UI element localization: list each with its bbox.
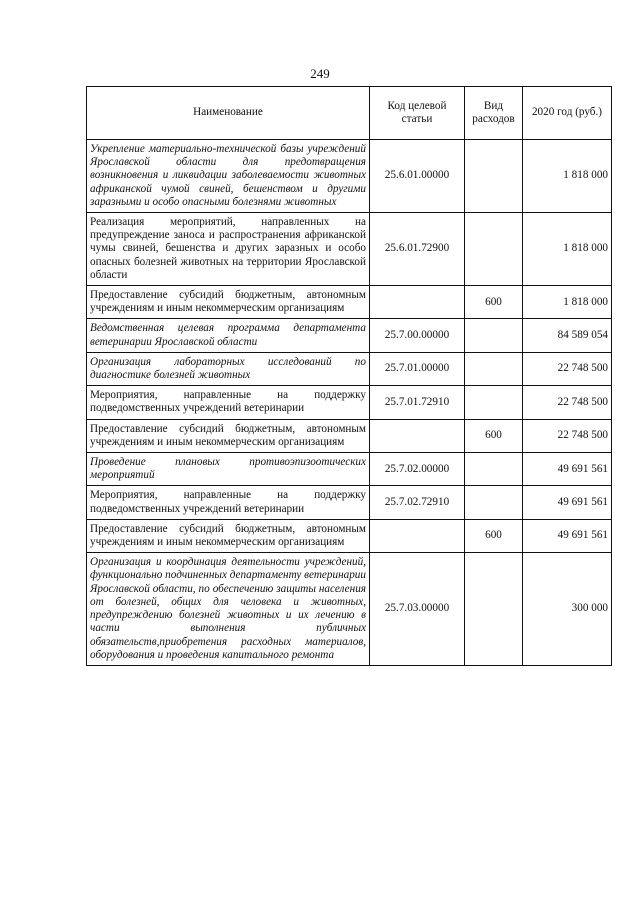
table-row bbox=[87, 453, 612, 486]
row-code-cell: 25.7.03.00000 bbox=[370, 553, 465, 666]
row-code-cell: 25.7.02.72910 bbox=[370, 486, 465, 519]
row-code-cell bbox=[370, 519, 465, 552]
row-type-cell bbox=[465, 352, 523, 385]
row-amount-cell: 49 691 561 bbox=[523, 519, 612, 552]
row-code-cell: 25.7.00.00000 bbox=[370, 319, 465, 352]
table-header-row bbox=[87, 87, 612, 140]
table-row bbox=[87, 386, 612, 419]
table-row bbox=[87, 213, 612, 286]
header-type: Вид расходов bbox=[465, 87, 523, 140]
budget-table bbox=[86, 86, 612, 666]
row-code-cell bbox=[370, 286, 465, 319]
table-row bbox=[87, 140, 612, 213]
row-name-cell: Организация лабораторных исследований по диагностике болезней животных bbox=[87, 352, 370, 385]
row-type-cell bbox=[465, 486, 523, 519]
row-type-cell: 600 bbox=[465, 286, 523, 319]
row-name-cell: Организация и координация деятельности учреждений, функционально подчиненных департаменту ветеринарии Ярославской области, по обеспечению защиты населения от болезней, общих для человека и животных, предупреждению болезней животных и их лечению в части выполнения публичных обязательств,приобретения расходных материалов, оборудования и проведения капитального ремонта bbox=[87, 553, 370, 666]
table-row bbox=[87, 286, 612, 319]
row-type-cell bbox=[465, 140, 523, 213]
row-code-cell: 25.7.02.00000 bbox=[370, 453, 465, 486]
row-amount-cell: 1 818 000 bbox=[523, 213, 612, 286]
row-amount-cell: 49 691 561 bbox=[523, 453, 612, 486]
row-code-cell bbox=[370, 419, 465, 452]
header-name: Наименование bbox=[87, 87, 370, 140]
row-code-cell: 25.6.01.00000 bbox=[370, 140, 465, 213]
row-type-cell bbox=[465, 453, 523, 486]
table-row bbox=[87, 419, 612, 452]
row-amount-cell: 22 748 500 bbox=[523, 352, 612, 385]
row-code-cell: 25.7.01.00000 bbox=[370, 352, 465, 385]
row-name-cell: Предоставление субсидий бюджетным, автономным учреждениям и иным некоммерческим организациям bbox=[87, 519, 370, 552]
row-type-cell bbox=[465, 386, 523, 419]
row-name-cell: Ведомственная целевая программа департамента ветеринарии Ярославской области bbox=[87, 319, 370, 352]
header-code: Код целевой статьи bbox=[370, 87, 465, 140]
row-name-cell: Реализация мероприятий, направленных на предупреждение заноса и распространения африканской чумы свиней, бешенства и других заразных и особо опасных болезней животных на территории Ярославской области bbox=[87, 213, 370, 286]
page-number: 249 bbox=[310, 66, 330, 81]
row-name-cell: Предоставление субсидий бюджетным, автономным учреждениям и иным некоммерческим организациям bbox=[87, 286, 370, 319]
table-row bbox=[87, 319, 612, 352]
row-amount-cell: 22 748 500 bbox=[523, 419, 612, 452]
table-row bbox=[87, 519, 612, 552]
header-amount: 2020 год (руб.) bbox=[523, 87, 612, 140]
row-amount-cell: 1 818 000 bbox=[523, 286, 612, 319]
row-name-cell: Мероприятия, направленные на поддержку подведомственных учреждений ветеринарии bbox=[87, 486, 370, 519]
row-type-cell: 600 bbox=[465, 419, 523, 452]
row-type-cell: 600 bbox=[465, 519, 523, 552]
row-name-cell: Предоставление субсидий бюджетным, автономным учреждениям и иным некоммерческим организациям bbox=[87, 419, 370, 452]
row-type-cell bbox=[465, 319, 523, 352]
row-name-cell: Проведение плановых противоэпизоотических мероприятий bbox=[87, 453, 370, 486]
table-row bbox=[87, 486, 612, 519]
row-amount-cell: 1 818 000 bbox=[523, 140, 612, 213]
row-code-cell: 25.6.01.72900 bbox=[370, 213, 465, 286]
row-name-cell: Укрепление материально-технической базы учреждений Ярославской области для предотвращения возникновения и ликвидации заболеваемости животных африканской чумой свиней, бешенством и другими заразными и особо опасными болезнями животных bbox=[87, 140, 370, 213]
row-amount-cell: 22 748 500 bbox=[523, 386, 612, 419]
table-row bbox=[87, 352, 612, 385]
row-amount-cell: 49 691 561 bbox=[523, 486, 612, 519]
row-type-cell bbox=[465, 553, 523, 666]
table-row bbox=[87, 553, 612, 666]
row-type-cell bbox=[465, 213, 523, 286]
row-code-cell: 25.7.01.72910 bbox=[370, 386, 465, 419]
row-amount-cell: 84 589 054 bbox=[523, 319, 612, 352]
row-name-cell: Мероприятия, направленные на поддержку подведомственных учреждений ветеринарии bbox=[87, 386, 370, 419]
row-amount-cell: 300 000 bbox=[523, 553, 612, 666]
